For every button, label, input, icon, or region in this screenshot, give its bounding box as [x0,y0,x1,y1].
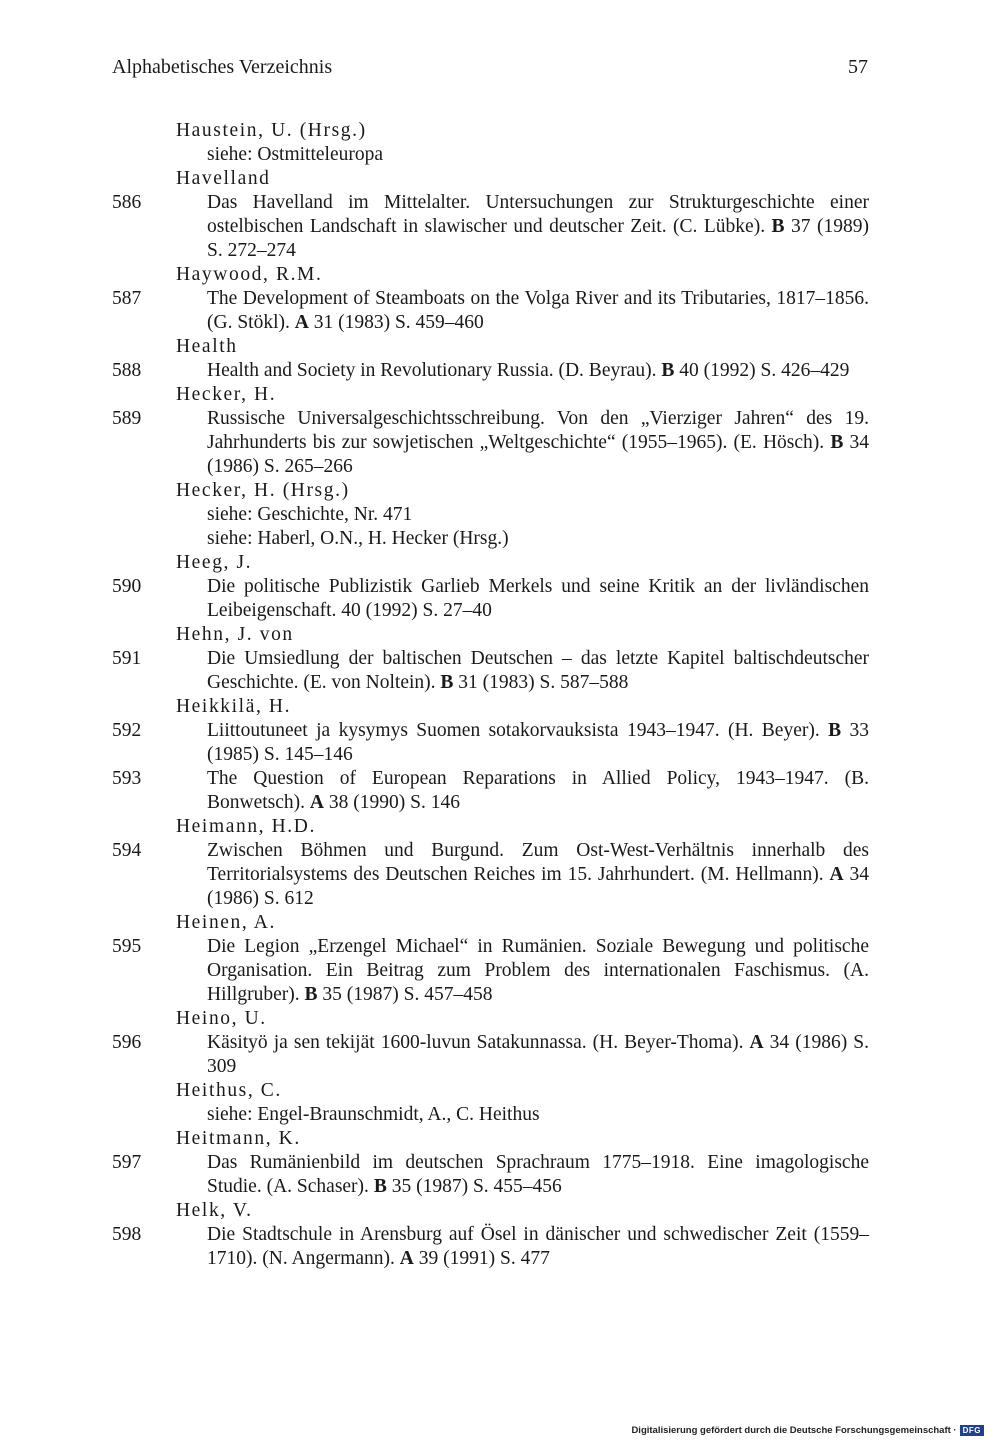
entry-citation: 38 (1990) S. 146 [324,792,460,813]
entry-number: 590 [112,576,142,597]
entry-number: 591 [112,648,142,669]
index-entry [0,575,869,623]
dfg-logo: DFG [960,1425,984,1436]
author-heading: Health [176,336,238,357]
entry-text: The Question of European Reparations in Allied Policy, 1943–1947. (B. Bonwetsch). [207,768,869,813]
index-list [0,119,1000,1271]
cross-reference: siehe: Haberl, O.N., H. Hecker (Hrsg.) [207,528,509,549]
entry-text: Health and Society in Revolutionary Russia. (D. Beyrau). [207,360,662,381]
author-heading: Heimann, H.D. [176,816,316,837]
author-heading: Hehn, J. von [176,624,294,645]
entry-text: The Development of Steamboats on the Volga River and its Tributaries, 1817–1856. (G. Stökl). [207,288,869,333]
entry-number: 598 [112,1224,142,1245]
entry-text: Das Rumänienbild im deutschen Sprachraum 1775–1918. Eine imagologische Studie. (A. Schaser). [207,1152,869,1197]
series-letter: B [304,984,318,1005]
entry-number: 595 [112,936,142,957]
author-heading: Heithus, C. [176,1080,282,1101]
series-letter: A [749,1032,764,1053]
entry-citation: 40 (1992) S. 426–429 [674,360,850,381]
entry-citation: 35 (1987) S. 455–456 [386,1176,562,1197]
footer-text: Digitalisierung gefördert durch die Deutsche Forschungsgemeinschaft · [631,1425,957,1436]
entry-number: 596 [112,1032,142,1053]
series-letter: A [309,792,324,813]
series-letter: B [661,360,675,381]
index-entry [0,287,869,335]
author-heading: Haustein, U. (Hrsg.) [176,120,367,141]
entry-citation: 37 (1989) S. 272–274 [207,216,869,261]
entry-citation: 39 (1991) S. 477 [413,1248,550,1269]
entry-number: 588 [112,360,142,381]
author-heading: Hecker, H. [176,384,277,405]
cross-reference: siehe: Ostmitteleuropa [207,144,383,165]
author-heading: Heinen, A. [176,912,276,933]
index-entry [0,839,869,911]
page-number: 57 [848,56,868,78]
running-title: Alphabetisches Verzeichnis [112,56,333,78]
author-heading: Hecker, H. (Hrsg.) [176,480,350,501]
series-letter: B [771,216,785,237]
author-heading: Helk, V. [176,1200,253,1221]
index-entry [0,407,869,479]
entry-citation: 31 (1983) S. 459–460 [308,312,484,333]
entry-text: Liittoutuneet ja kysymys Suomen sotakorvauksista 1943–1947. (H. Beyer). [207,720,829,741]
entry-number: 597 [112,1152,142,1173]
author-heading: Heeg, J. [176,552,253,573]
entry-citation: 34 (1986) S. 265–266 [207,432,870,477]
entry-text: Die Stadtschule in Arensburg auf Ösel in dänischer und schwedischer Zeit (1559–1710). (N. Angermann). [207,1224,869,1269]
series-letter: A [294,312,309,333]
entry-number: 594 [112,840,142,861]
entry-number: 593 [112,768,142,789]
entry-text: Käsityö ja sen tekijät 1600-luvun Satakunnassa. (H. Beyer-Thoma). [207,1032,750,1053]
entry-number: 592 [112,720,142,741]
series-letter: B [830,432,844,453]
series-letter: A [829,864,844,885]
index-entry [0,935,869,1007]
digitization-footer [631,1425,984,1436]
entry-text: Zwischen Böhmen und Burgund. Zum Ost-West-Verhältnis innerhalb des Territorialsystems des Deutschen Reiches im 15. Jahrhundert. (M. Hellmann). [207,840,869,885]
series-letter: B [440,672,454,693]
entry-number: 587 [112,288,142,309]
page-header [112,56,868,82]
entry-citation: 33 (1985) S. 145–146 [207,720,870,765]
cross-reference: siehe: Engel-Braunschmidt, A., C. Heithus [207,1104,540,1125]
series-letter: B [373,1176,387,1197]
index-entry [0,1151,869,1199]
author-heading: Havelland [176,168,271,189]
entry-number: 586 [112,192,142,213]
author-heading: Heikkilä, H. [176,696,292,717]
series-letter: A [399,1248,414,1269]
entry-text: Russische Universalgeschichtsschreibung. Von den „Vierziger Jahren“ des 19. Jahrhunderts bis zur sowjetischen „Weltgeschichte“ (1955–1965). (E. Hösch). [207,408,869,453]
cross-reference: siehe: Geschichte, Nr. 471 [207,504,413,525]
entry-citation: 34 (1986) S. 612 [207,864,870,909]
index-entry [0,1031,869,1079]
index-entry [0,1223,869,1271]
index-entry [0,767,869,815]
entry-number: 589 [112,408,142,429]
index-entry [0,191,869,263]
author-heading: Haywood, R.M. [176,264,323,285]
index-entry [0,359,869,383]
author-heading: Heino, U. [176,1008,267,1029]
entry-citation: 31 (1983) S. 587–588 [453,672,629,693]
entry-text: Die Legion „Erzengel Michael“ in Rumänien. Soziale Bewegung und politische Organisation. Ein Beitrag zum Problem des internationalen Faschismus. (A. Hillgruber). [207,936,869,1005]
series-letter: B [828,720,842,741]
entry-text: Die politische Publizistik Garlieb Merkels und seine Kritik an der livländischen Leibeigenschaft. 40 (1992) S. 27–40 [207,576,869,621]
author-heading: Heitmann, K. [176,1128,301,1149]
index-entry [0,719,869,767]
index-entry [0,647,869,695]
entry-citation: 35 (1987) S. 457–458 [317,984,493,1005]
entry-text: Die Umsiedlung der baltischen Deutschen – das letzte Kapitel baltischdeutscher Geschichte. (E. von Noltein). [207,648,869,693]
entry-text: Das Havelland im Mittelalter. Untersuchungen zur Strukturgeschichte einer ostelbischen Landschaft in slawischer und deutscher Zeit. (C. Lübke). [207,192,869,237]
entry-citation: 34 (1986) S. 309 [207,1032,869,1077]
